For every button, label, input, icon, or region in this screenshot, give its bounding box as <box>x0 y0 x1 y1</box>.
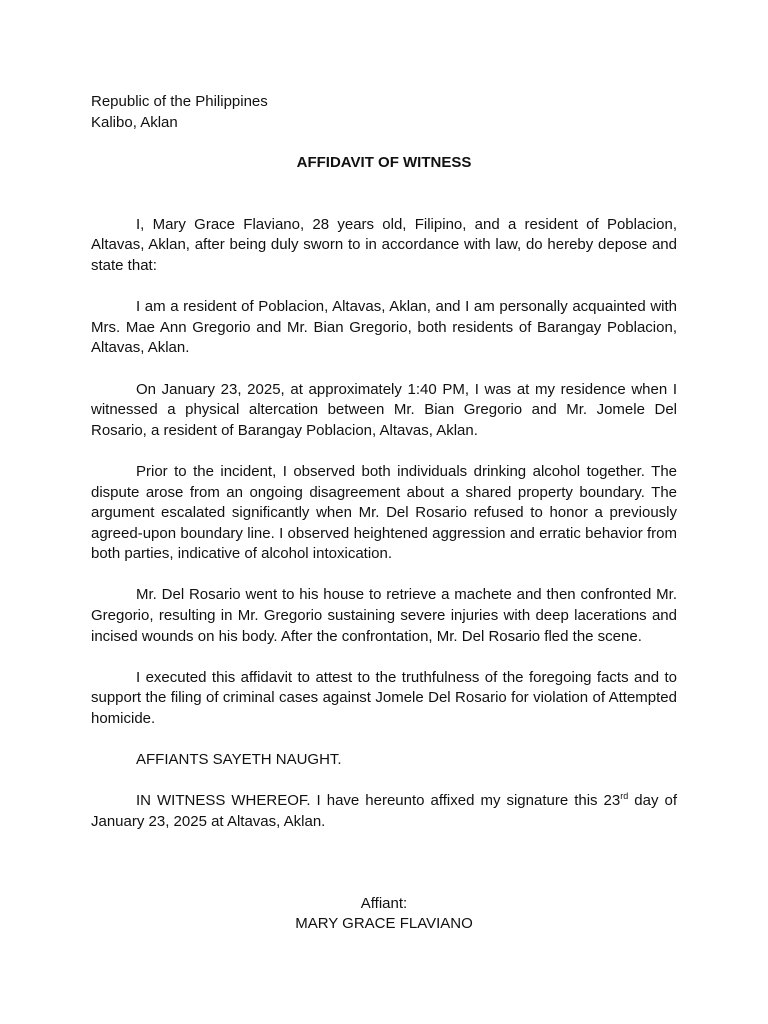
paragraph-introduction: I, Mary Grace Flaviano, 28 years old, Filipino, and a resident of Poblacion, Altavas, Aklan, after being duly sworn to in accordance with law, do hereby depose and state that: <box>91 215 677 274</box>
paragraph-confrontation: Mr. Del Rosario went to his house to retrieve a machete and then confronted Mr. Gregorio, resulting in Mr. Gregorio sustaining severe injuries with deep lacerations and incised wounds on his body. After the confrontation, Mr. Del Rosario fled the scene. <box>91 586 677 645</box>
affiant-label: Affiant: <box>360 894 408 912</box>
witness-text-end: day of January 23, 2025 at Altavas, Aklan. <box>91 792 677 830</box>
affiant-block <box>91 894 677 935</box>
witness-text-start: IN WITNESS WHEREOF. I have hereunto affixed my signature this 23 <box>136 792 621 810</box>
header-country: Republic of the Philippines <box>91 93 268 110</box>
header-location: Kalibo, Aklan <box>91 113 178 131</box>
paragraph-closing: AFFIANTS SAYETH NAUGHT. <box>136 751 342 769</box>
paragraph-background: Prior to the incident, I observed both individuals drinking alcohol together. The dispute arose from an ongoing disagreement about a shared property boundary. The argument escalated significantly when Mr. Del Rosario refused to honor a previously agreed-upon boundary line. I observed heightened aggression and erratic behavior from both parties, indicative of alcohol intoxication. <box>91 462 677 563</box>
paragraph-purpose: I executed this affidavit to attest to the truthfulness of the foregoing facts and to support the filing of criminal cases against Jomele Del Rosario for violation of Attempted homicide. <box>91 668 677 728</box>
paragraph-acquaintance: I am a resident of Poblacion, Altavas, Aklan, and I am personally acquainted with Mrs. Mae Ann Gregorio and Mr. Bian Gregorio, both residents of Barangay Poblacion, Altavas, Aklan. <box>91 298 677 357</box>
affidavit-body <box>91 92 677 935</box>
affiant-name: MARY GRACE FLAVIANO <box>295 915 473 933</box>
paragraph-incident: On January 23, 2025, at approximately 1:40 PM, I was at my residence when I witnessed a physical altercation between Mr. Bian Gregorio and Mr. Jomele Del Rosario, a resident of Barangay Poblacion, Altavas, Aklan. <box>91 380 677 439</box>
document-title: AFFIDAVIT OF WITNESS <box>296 154 472 172</box>
paragraph-witness-whereof <box>91 791 677 832</box>
witness-ordinal-suffix: rd <box>620 791 629 802</box>
